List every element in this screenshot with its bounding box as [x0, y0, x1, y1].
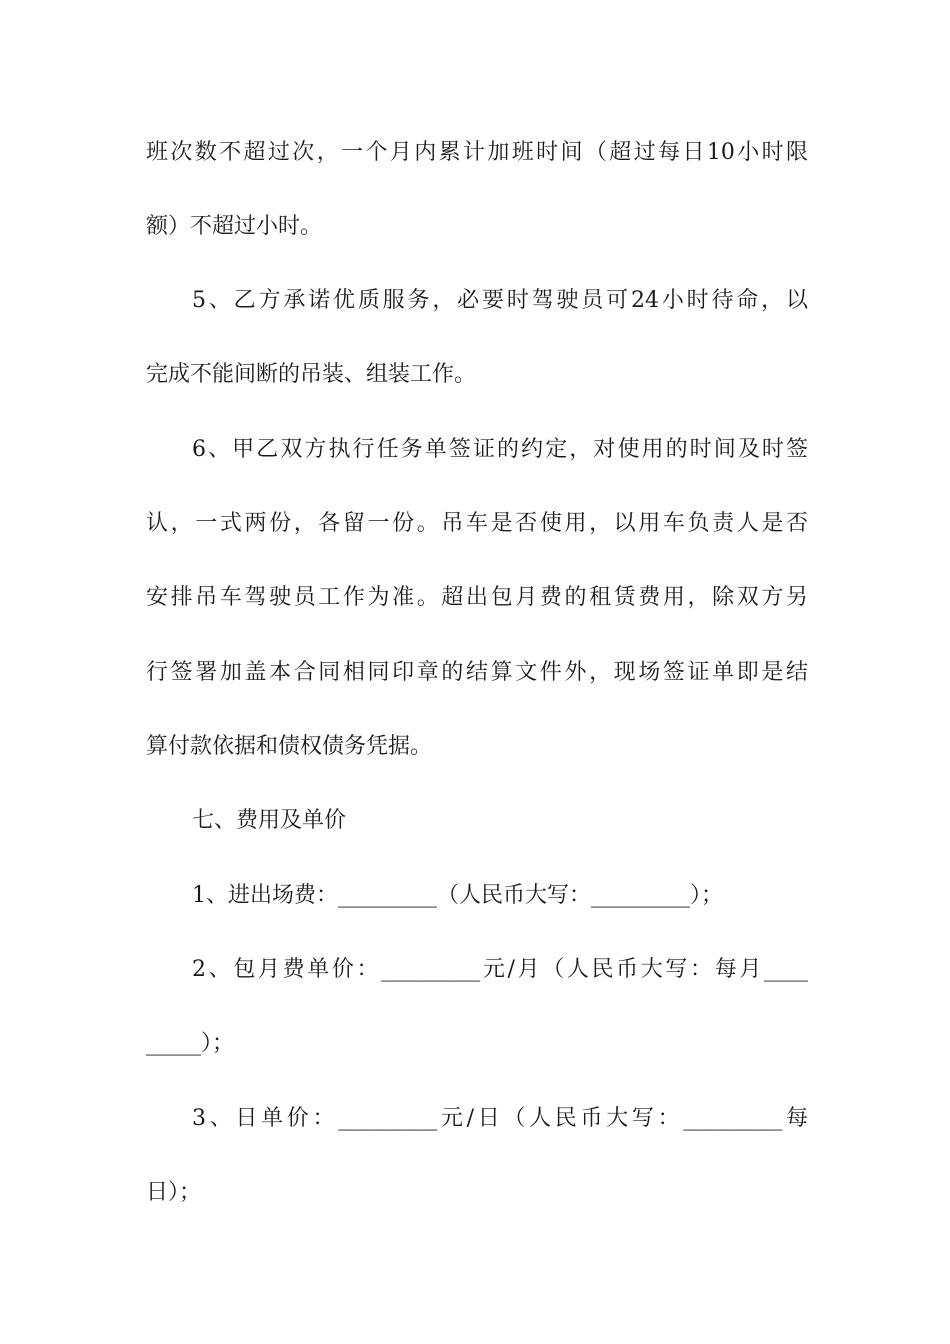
text-line: 安排吊车驾驶员工作为准。超出包月费的租赁费用，除双方另: [146, 585, 808, 610]
text-line: 5、乙方承诺优质服务，必要时驾驶员可24小时待命，以: [192, 288, 808, 313]
text-line: 额）不超过小时。: [146, 214, 323, 239]
text-line: 认，一式两份，各留一份。吊车是否使用，以用车负责人是否: [146, 511, 808, 536]
text-line: 班次数不超过次，一个月内累计加班时间（超过每日10小时限: [146, 140, 808, 165]
text-line: 算付款依据和债权债务凭据。: [146, 734, 433, 759]
text-line: _____）；: [146, 1031, 235, 1056]
section-heading: 七、费用及单价: [192, 808, 347, 833]
text-line: 3、日单价：_________元/日（人民币大写：_________每: [192, 1106, 808, 1131]
text-line: 6、甲乙双方执行任务单签证的约定，对使用的时间及时签: [192, 437, 808, 462]
text-line: 1、进出场费：_________（人民币大写：_________）；: [192, 883, 723, 908]
text-line: 日）；: [146, 1180, 202, 1205]
text-line: 行签署加盖本合同相同印章的结算文件外，现场签证单即是结: [146, 660, 808, 685]
text-line: 完成不能间断的吊装、组装工作。: [146, 362, 477, 387]
text-line: 2、包月费单价：_________元/月（人民币大写：每月____: [192, 957, 808, 982]
